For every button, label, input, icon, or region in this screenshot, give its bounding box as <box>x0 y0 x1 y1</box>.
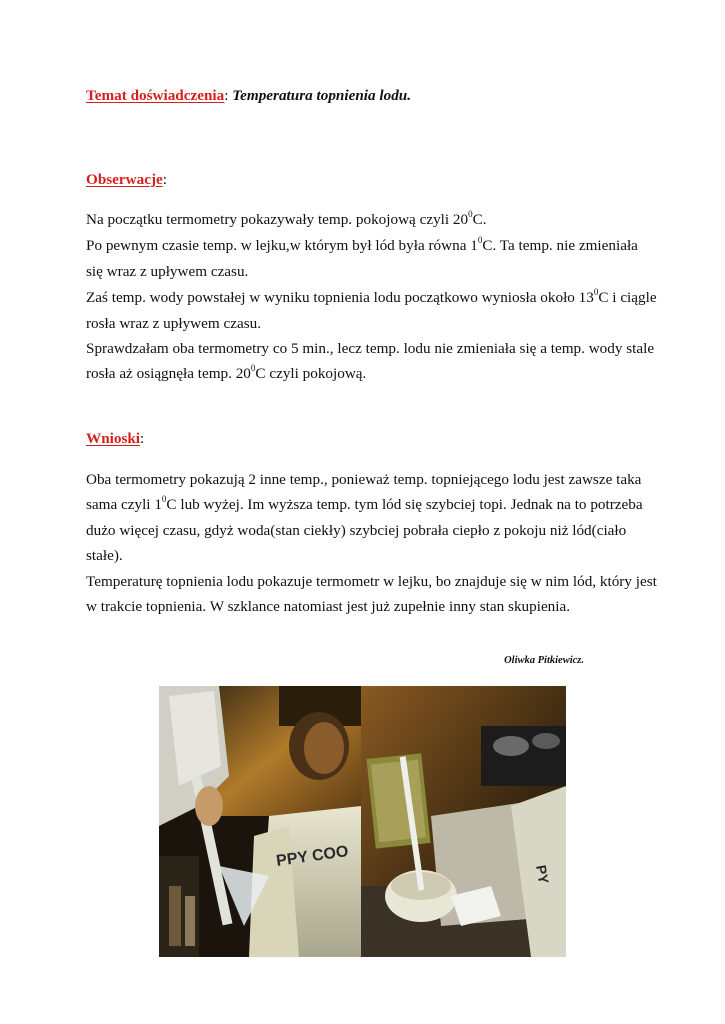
text-run: się wraz z upływem czasu. <box>86 263 249 280</box>
text-run: C lub wyżej. Im wyższa temp. tym lód się szybciej topi. Jednak na to potrzeba <box>166 496 643 513</box>
conclusion-line <box>86 597 570 617</box>
text-run: rosła aż osiągnęła temp. 20 <box>86 365 251 382</box>
observations-colon: : <box>162 171 167 188</box>
photo-right-image <box>361 686 566 957</box>
conclusion-line <box>86 521 626 541</box>
conclusion-line <box>86 495 643 515</box>
observation-line <box>86 339 654 359</box>
observation-line <box>86 314 261 334</box>
superscript: 0 <box>593 286 599 297</box>
observation-line <box>86 236 638 256</box>
conclusion-line <box>86 572 657 592</box>
conclusion-line <box>86 470 641 490</box>
observation-line <box>86 288 657 308</box>
text-run: Na początku termometry pokazywały temp. pokojową czyli 20 <box>86 211 469 228</box>
shirt-print-text: PPY COO <box>275 843 350 870</box>
text-run: sama czyli 1 <box>86 496 162 513</box>
text-run: stałe). <box>86 547 123 564</box>
topic-label: Temat doświadczenia <box>86 87 225 104</box>
text-run: C. <box>472 211 487 228</box>
author-signature: Oliwka Pitkiewicz. <box>504 655 584 666</box>
observations-heading-line <box>86 170 167 190</box>
text-run: C i ciągle <box>598 289 657 306</box>
topic-line <box>86 86 411 106</box>
text-run: C. Ta temp. nie zmieniała <box>482 237 638 254</box>
topic-separator: : <box>224 87 233 104</box>
conclusion-line <box>86 546 123 566</box>
superscript: 0 <box>477 234 483 245</box>
text-run: C czyli pokojową. <box>255 365 367 382</box>
superscript: 0 <box>468 208 473 219</box>
conclusions-heading: Wnioski <box>86 430 141 447</box>
observations-heading: Obserwacje <box>86 171 163 188</box>
shirt-print-text: PY <box>533 863 553 885</box>
text-run: Po pewnym czasie temp. w lejku,w którym był lód była równa 1 <box>86 237 478 254</box>
text-run: rosła wraz z upływem czasu. <box>86 315 262 332</box>
observation-line <box>86 210 487 230</box>
text-run: dużo więcej czasu, gdyż woda(stan ciekły) szybciej pobrała ciepło z pokoju niż lód(ciało <box>86 522 627 539</box>
text-run: Temperaturę topnienia lodu pokazuje termometr w lejku, bo znajduje się w nim lód, który jest <box>86 573 657 590</box>
observation-line <box>86 364 366 384</box>
experiment-photo-left <box>159 686 361 957</box>
topic-title: Temperatura topnienia lodu. <box>232 87 412 104</box>
text-run: Zaś temp. wody powstałej w wyniku topnienia lodu początkowo wyniosła około 13 <box>86 289 594 306</box>
conclusions-colon: : <box>140 430 145 447</box>
text-run: Sprawdzałam oba termometry co 5 min., lecz temp. lodu nie zmieniała się a temp. wody stale <box>86 340 655 357</box>
observation-line <box>86 262 248 282</box>
text-run: Oba termometry pokazują 2 inne temp., ponieważ temp. topniejącego lodu jest zawsze taka <box>86 471 642 488</box>
superscript: 0 <box>250 362 256 373</box>
superscript: 0 <box>161 493 167 504</box>
experiment-photo-right <box>361 686 566 957</box>
text-run: w trakcie topnienia. W szklance natomiast jest już zupełnie inny stan skupienia. <box>86 598 571 615</box>
conclusions-heading-line <box>86 429 144 449</box>
photo-left-image <box>159 686 361 957</box>
